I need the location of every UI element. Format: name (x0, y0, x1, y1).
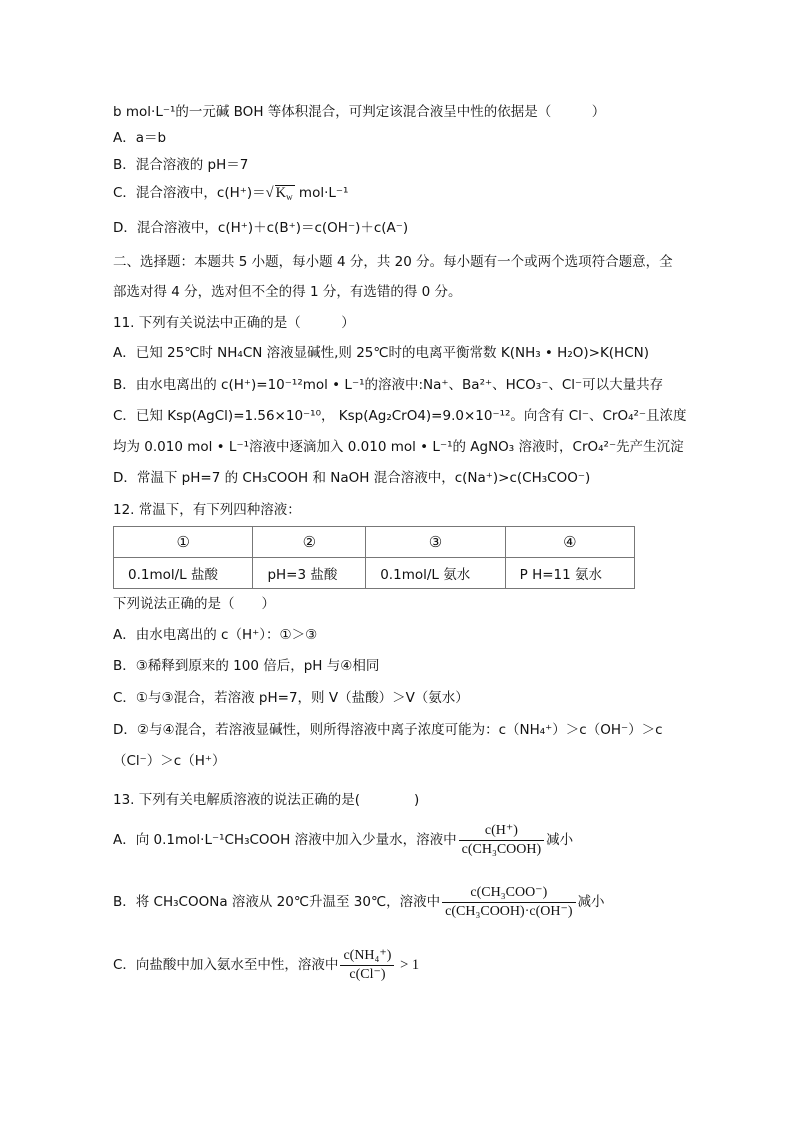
q12-question: 下列说法正确的是（ ） (113, 596, 275, 612)
fraction-h-over-ch3cooh (459, 822, 545, 859)
section2-instructions-line2: 部选对得 4 分，选对但不全的得 1 分，有选错的得 0 分。 (113, 284, 462, 300)
q10-option-a: A．a＝b (113, 130, 167, 146)
q13-option-c (113, 945, 419, 985)
q12-solutions-table (113, 526, 635, 589)
numerator: c(CH₃COO⁻) (442, 884, 575, 903)
q12-stem: 12. 常温下，有下列四种溶液： (113, 502, 301, 518)
q11-option-a: A．已知 25℃时 NH₄CN 溶液显碱性,则 25℃时的电离平衡常数 K(NH₃ • H₂O)>K(HCN) (113, 345, 650, 361)
q12-option-a: A．由水电离出的 c（H⁺）：①＞③ (113, 627, 318, 643)
table-cell-2: pH=3 盐酸 (253, 558, 366, 589)
q10-stem-tail: b mol·L⁻¹的一元碱 BOH 等体积混合，可判定该混合液呈中性的依据是（ ） (113, 104, 606, 120)
q10-option-b: B．混合溶液的 pH＝7 (113, 157, 249, 173)
kw-letter: K (275, 185, 287, 201)
q10-option-c-prefix: C．混合溶液中，c(H⁺)＝ (113, 185, 266, 201)
table-header-4: ④ (505, 527, 634, 558)
table-header-1: ① (114, 527, 253, 558)
numerator: c(NH₄⁺) (340, 947, 394, 966)
q10-option-d: D．混合溶液中，c(H⁺)＋c(B⁺)＝c(OH⁻)＋c(A⁻) (113, 220, 409, 236)
q13-option-b (113, 882, 605, 922)
table-cell-3: 0.1mol/L 氨水 (366, 558, 505, 589)
q12-option-d-line1: D．②与④混合，若溶液显碱性，则所得溶液中离子浓度可能为：c（NH₄⁺）＞c（OH⁻）＞c (113, 722, 663, 738)
sqrt-sign: √ (265, 185, 274, 201)
q10-option-c (113, 183, 348, 203)
q13-option-a-prefix: A．向 0.1mol·L⁻¹CH₃COOH 溶液中加入少量水，溶液中 (113, 832, 457, 848)
q11-option-b: B．由水电离出的 c(H⁺)=10⁻¹²mol • L⁻¹的溶液中:Na⁺、Ba²⁺、HCO₃⁻、Cl⁻可以大量共存 (113, 377, 664, 393)
q10-option-c-suffix: mol·L⁻¹ (294, 185, 349, 201)
q11-option-c-line2: 均为 0.010 mol • L⁻¹溶液中逐滴加入 0.010 mol • L⁻¹的 AgNO₃ 溶液时，CrO₄²⁻先产生沉淀 (113, 439, 684, 455)
q11-stem: 11. 下列有关说法中正确的是（ ） (113, 315, 355, 331)
q13-stem: 13. 下列有关电解质溶液的说法正确的是( ) (113, 792, 420, 808)
table-cell-1: 0.1mol/L 盐酸 (114, 558, 253, 589)
table-cell-4: P H=11 氨水 (505, 558, 634, 589)
denominator: c(CH₃COOH) (461, 841, 542, 857)
q13-option-b-prefix: B．将 CH₃COONa 溶液从 20℃升温至 30℃，溶液中 (113, 894, 441, 910)
q13-option-c-prefix: C．向盐酸中加入氨水至中性，溶液中 (113, 957, 339, 973)
q11-option-d: D．常温下 pH=7 的 CH₃COOH 和 NaOH 混合溶液中，c(Na⁺)>c(CH₃COO⁻) (113, 470, 591, 486)
fraction-nh4-over-cl (340, 947, 394, 984)
q13-option-c-suffix: > 1 (396, 957, 420, 973)
q12-option-d-line2: （Cl⁻）＞c（H⁺） (113, 753, 226, 769)
table-header-3: ③ (366, 527, 505, 558)
q12-option-b: B．③稀释到原来的 100 倍后，pH 与④相同 (113, 658, 380, 674)
numerator: c(H⁺) (459, 822, 545, 841)
section2-instructions-line1: 二、选择题：本题共 5 小题，每小题 4 分，共 20 分。每小题有一个或两个选项符合题意，全 (113, 254, 673, 270)
q11-option-c-line1: C．已知 Ksp(AgCl)=1.56×10⁻¹⁰， Ksp(Ag₂CrO4)=9.0×10⁻¹²。向含有 Cl⁻、CrO₄²⁻且浓度 (113, 408, 687, 424)
denominator: c(Cl⁻) (349, 966, 386, 982)
fraction-acetate-ratio (442, 884, 575, 921)
denominator: c(CH₃COOH)·c(OH⁻) (445, 903, 573, 919)
q12-option-c: C．①与③混合，若溶液 pH=7，则 V（盐酸）＞V（氨水） (113, 690, 469, 706)
q13-option-a (113, 820, 573, 860)
kw-subscript: w (286, 192, 293, 202)
kw-symbol (275, 185, 295, 201)
table-header-2: ② (253, 527, 366, 558)
q13-option-b-suffix: 减小 (577, 894, 605, 910)
q13-option-a-suffix: 减小 (546, 832, 574, 848)
